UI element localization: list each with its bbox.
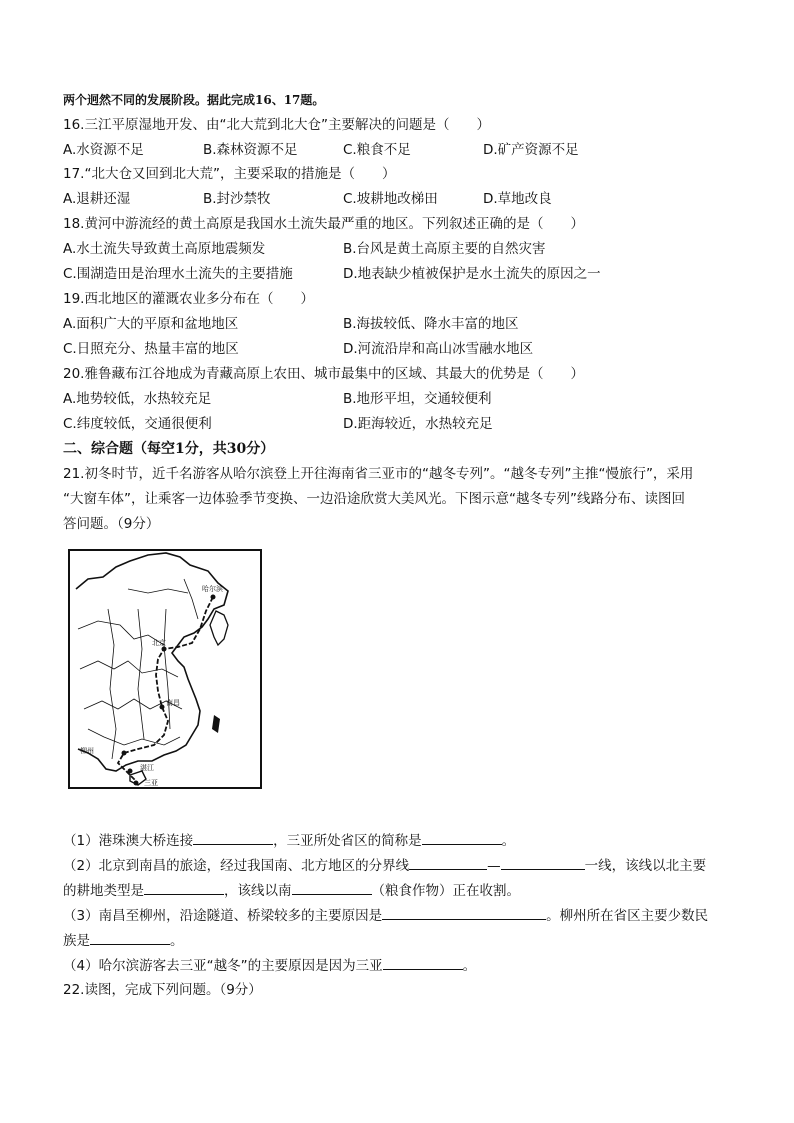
q21-sub1-text-a: （1）港珠澳大桥连接 (63, 833, 194, 849)
q18-option-c: C.围湖造田是治理水土流失的主要措施 (63, 266, 293, 282)
answer-blank-6[interactable] (292, 880, 372, 895)
q21-sub1-text-c: 。 (501, 833, 516, 849)
zhanjiang-label: 湛江 (140, 764, 154, 772)
q20-stem: 20.雅鲁藏布江谷地成为青藏高原上农田、城市最集中的区域、其最大的优势是（ ） (63, 366, 584, 382)
q19-option-b: B.海拔较低、降水丰富的地区 (343, 316, 519, 332)
q20-option-a: A.地势较低，水热较充足 (63, 391, 212, 407)
q16-option-a: A.水资源不足 (63, 142, 144, 158)
q18-option-a: A.水土流失导致黄土高原地震频发 (63, 241, 266, 257)
q17-option-d: D.草地改良 (483, 191, 552, 207)
sanya-dot (134, 781, 139, 786)
q17-option-b: B.封沙禁牧 (203, 191, 271, 207)
harbin-dot (211, 595, 216, 600)
q19-option-c: C.日照充分、热量丰富的地区 (63, 341, 239, 357)
q17-stem: 17.“北大仓又回到北大荒”，主要采取的措施是（ ） (63, 166, 396, 182)
beijing-label: 北京 (152, 639, 166, 647)
liuzhou-dot (122, 751, 127, 756)
harbin-label: 哈尔滨 (202, 585, 223, 593)
answer-blank-4[interactable] (501, 855, 585, 870)
beijing-dot (162, 647, 167, 652)
q20-option-b: B.地形平坦，交通较便利 (343, 391, 492, 407)
q21-sub2-text-c: 的耕地类型是 (63, 883, 144, 899)
answer-blank-7[interactable] (382, 905, 546, 920)
q17-option-a: A.退耕还湿 (63, 191, 131, 207)
q21-sub2-dash: — (487, 858, 501, 874)
q21-sub4 (63, 955, 476, 976)
answer-blank-1[interactable] (193, 830, 273, 845)
q21-sub2-text-d: ，该线以南 (224, 883, 292, 899)
q16-option-d: D.矿产资源不足 (483, 142, 579, 158)
nanchang-label: 南昌 (166, 699, 180, 707)
intro-tail: 两个迥然不同的发展阶段。据此完成16、17题。 (63, 93, 325, 107)
section-2-heading: 二、综合题（每空1分，共30分） (63, 441, 275, 457)
q17-option-c: C.坡耕地改梯田 (343, 191, 438, 207)
answer-blank-3[interactable] (409, 855, 487, 870)
q21-sub2-text-a: （2）北京到南昌的旅途，经过我国南、北方地区的分界线 (63, 858, 410, 874)
q20-option-c: C.纬度较低，交通很便利 (63, 416, 212, 432)
nanchang-dot (160, 705, 165, 710)
q20-option-d: D.距海较近，水热较充足 (343, 416, 493, 432)
q21-sub3-text-b: 。柳州所在省区主要少数民 (546, 908, 709, 924)
q21-sub1 (63, 830, 515, 851)
q21-sub2-line-1 (63, 855, 706, 876)
map-frame (69, 550, 261, 788)
liuzhou-label: 柳州 (80, 747, 94, 755)
q18-stem: 18.黄河中游流经的黄土高原是我国水土流失最严重的地区。下列叙述正确的是（ ） (63, 216, 584, 232)
q21-sub2-text-b: 一线，该线以北主要 (584, 858, 707, 874)
q21-sub3-line-1 (63, 905, 708, 926)
q19-option-d: D.河流沿岸和高山冰雪融水地区 (343, 341, 534, 357)
q21-sub4-text-b: 。 (462, 958, 477, 974)
q16-option-b: B.森林资源不足 (203, 142, 298, 158)
q21-sub2-line-2 (63, 880, 520, 901)
q21-sub2-text-e: （粮食作物）正在收割。 (371, 883, 520, 899)
q21-sub3-line-2 (63, 930, 184, 951)
q16-stem: 16.三江平原湿地开发、由“北大荒到北大仓”主要解决的问题是（ ） (63, 117, 490, 133)
answer-blank-2[interactable] (422, 830, 502, 845)
q21-sub3-text-a: （3）南昌至柳州，沿途隧道、桥梁较多的主要原因是 (63, 908, 383, 924)
zhanjiang-dot (128, 769, 133, 774)
q21-sub3-text-c: 族是 (63, 933, 90, 949)
q21-stem-line-2: “大窗车体”，让乘客一边体验季节变换、一边沿途欣赏大美风光。下图示意“越冬专列”线路分布、读图回 (63, 491, 685, 507)
q18-option-d: D.地表缺少植被保护是水土流失的原因之一 (343, 266, 601, 282)
route-map-figure (68, 549, 262, 789)
sanya-label: 三亚 (144, 779, 158, 787)
q21-sub4-text-a: （4）哈尔滨游客去三亚“越冬”的主要原因是因为三亚 (63, 958, 383, 974)
q21-sub3-text-d: 。 (170, 933, 184, 949)
q21-sub1-text-b: ，三亚所处省区的简称是 (273, 833, 422, 849)
q21-stem-line-1: 21.初冬时节，近千名游客从哈尔滨登上开往海南省三亚市的“越冬专列”。“越冬专列”主推“慢旅行”，采用 (63, 466, 694, 482)
q22-stem: 22.读图，完成下列问题。（9分） (63, 982, 262, 998)
answer-blank-9[interactable] (383, 955, 463, 970)
q18-option-b: B.台风是黄土高原主要的自然灾害 (343, 241, 546, 257)
q19-option-a: A.面积广大的平原和盆地地区 (63, 316, 239, 332)
q16-option-c: C.粮食不足 (343, 142, 411, 158)
answer-blank-5[interactable] (144, 880, 224, 895)
answer-blank-8[interactable] (90, 930, 170, 945)
q21-stem-line-3: 答问题。（9分） (63, 516, 160, 532)
q19-stem: 19.西北地区的灌溉农业多分布在（ ） (63, 291, 314, 307)
